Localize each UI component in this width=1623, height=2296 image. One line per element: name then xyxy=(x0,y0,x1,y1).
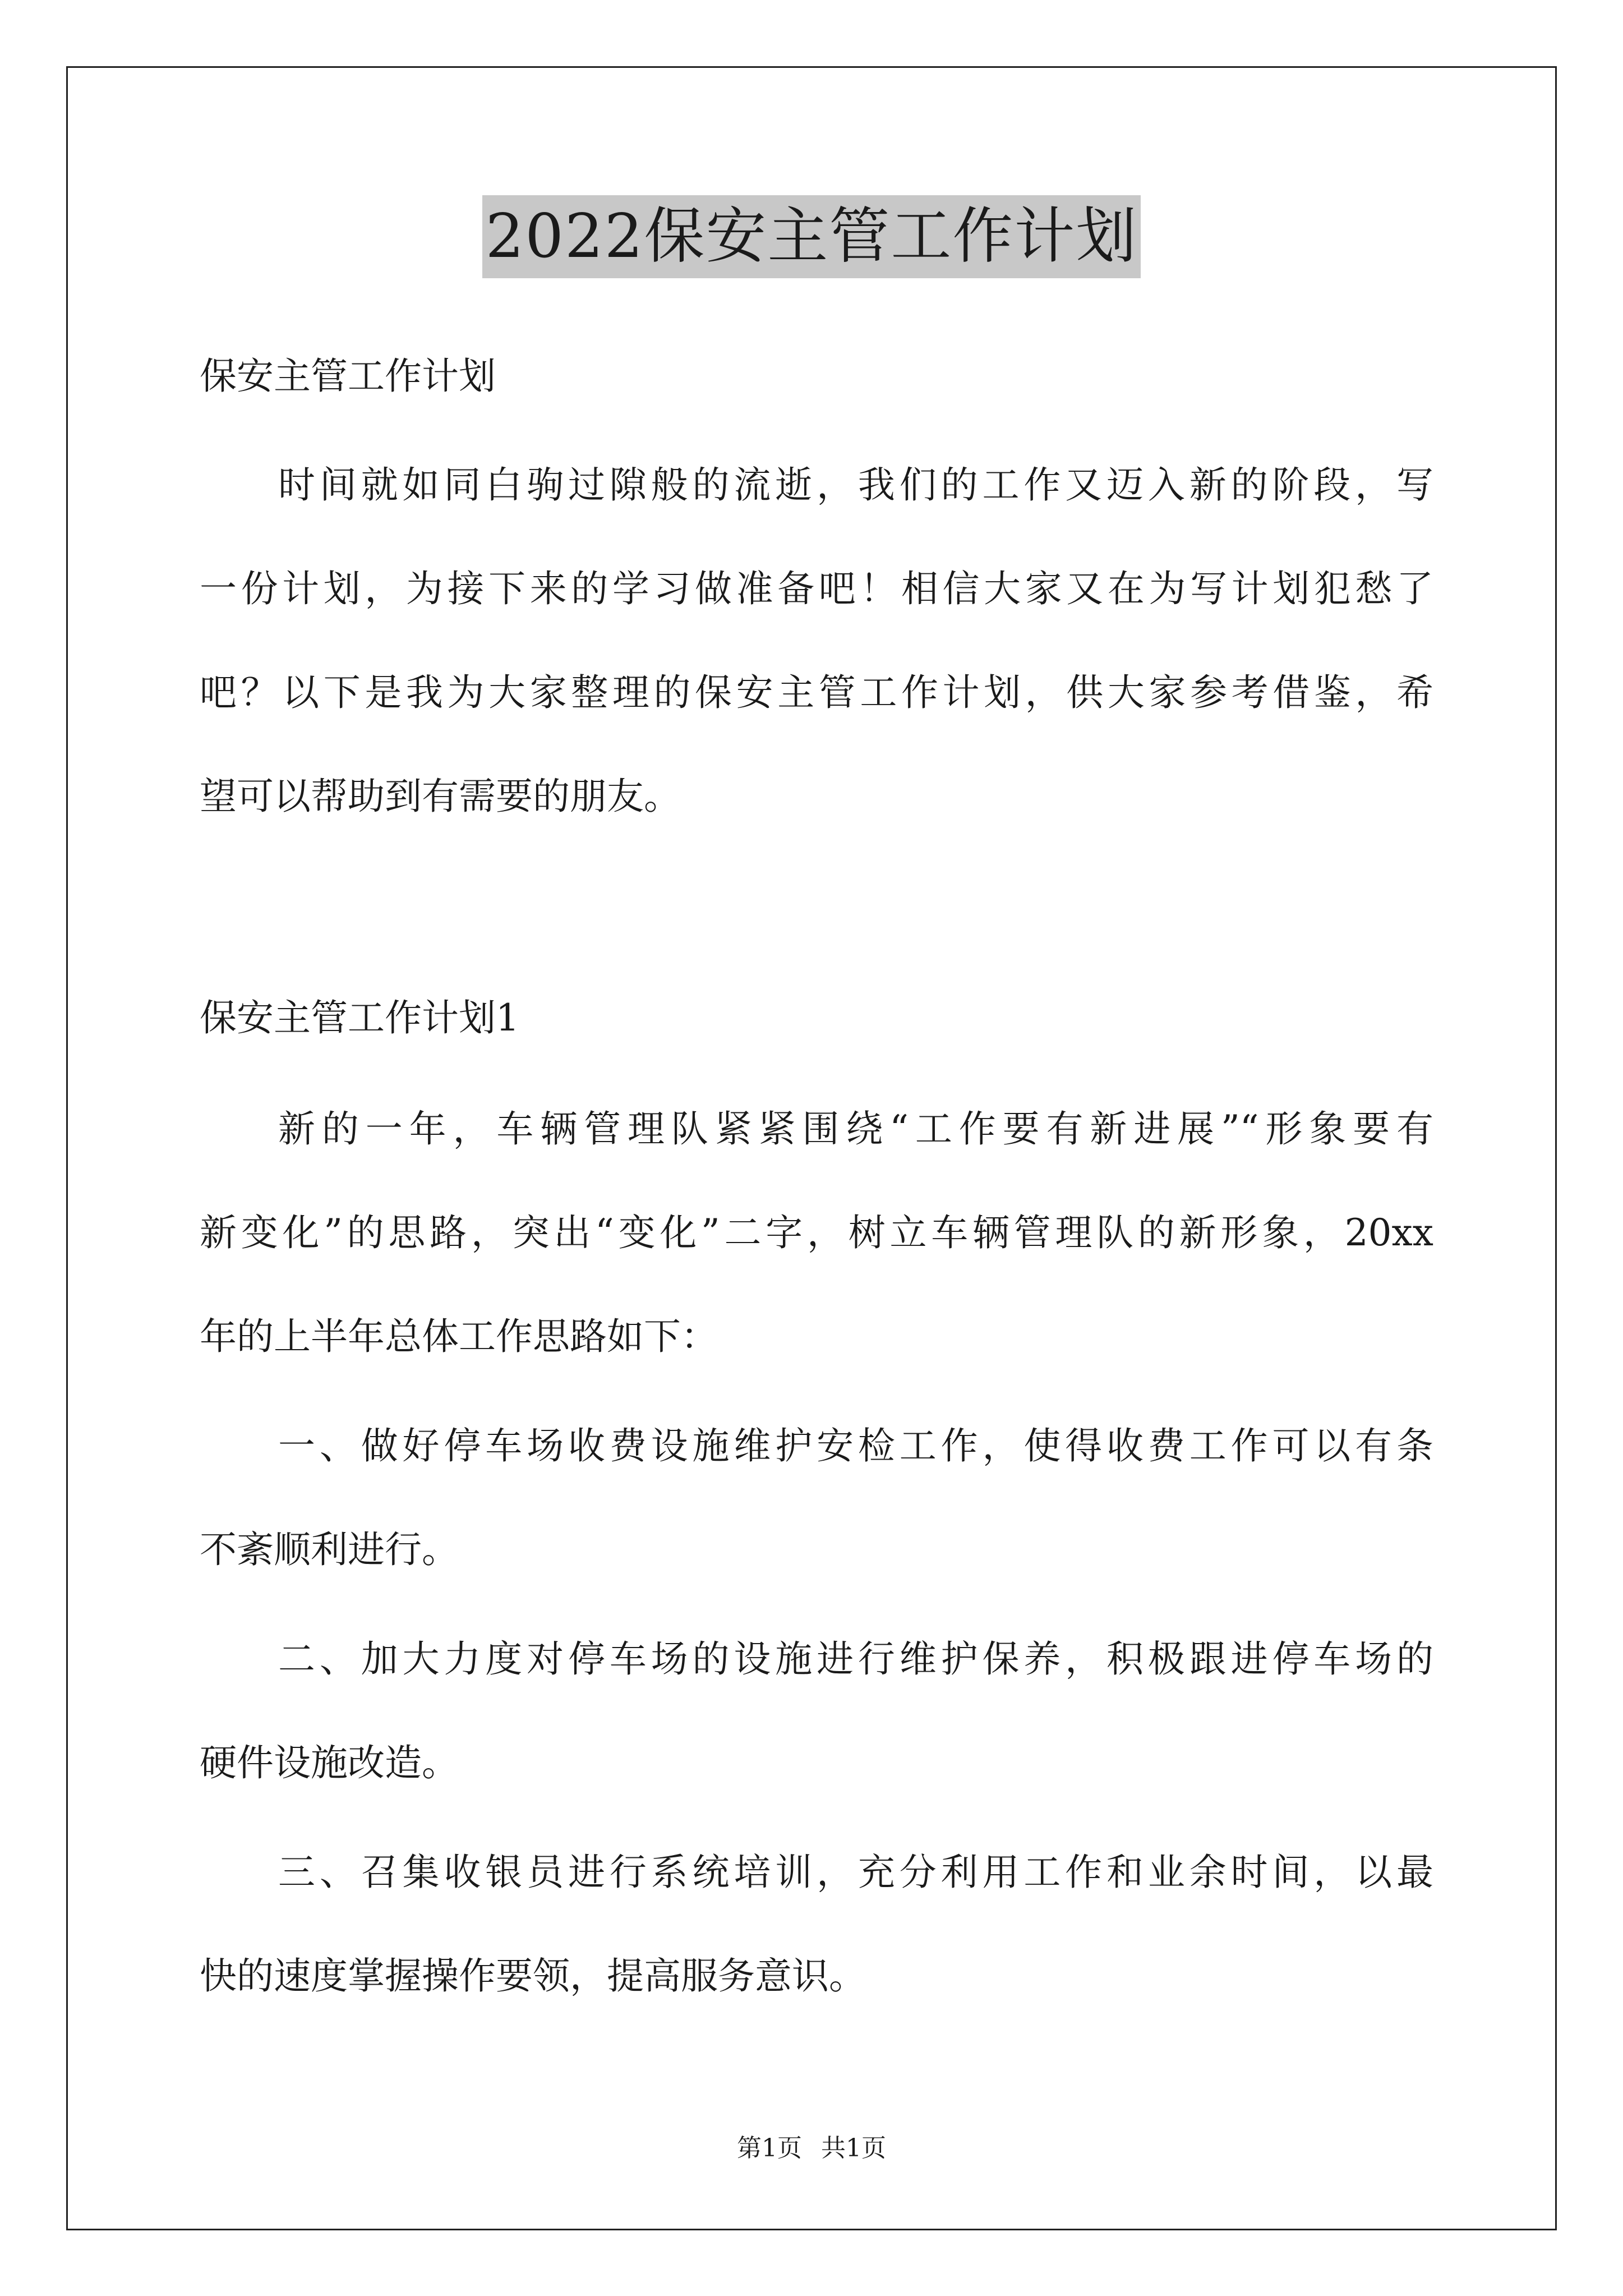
intro-line: 望可以帮助到有需要的朋友。 xyxy=(200,775,681,818)
section-line: 新变化”的思路，突出“变化”二字，树立车辆管理队的新形象，20xx xyxy=(200,1211,1433,1254)
intro-line: 吧？以下是我为大家整理的保安主管工作计划，供大家参考借鉴，希 xyxy=(200,671,1433,714)
intro-line: 时间就如同白驹过隙般的流逝，我们的工作又迈入新的阶段，写 xyxy=(278,463,1433,507)
document-title: 2022保安主管工作计划 xyxy=(482,195,1141,278)
section-line: 三、召集收银员进行系统培训，充分利用工作和业余时间，以最 xyxy=(278,1851,1433,1894)
section-line: 年的上半年总体工作思路如下： xyxy=(200,1315,718,1358)
section-line: 一、做好停车场收费设施维护安检工作，使得收费工作可以有条 xyxy=(278,1424,1433,1467)
section-line: 快的速度掌握操作要领，提高服务意识。 xyxy=(200,1954,866,1998)
section-line: 新的一年，车辆管理队紧紧围绕“工作要有新进展”“形象要有 xyxy=(278,1107,1433,1151)
section-line: 二、加大力度对停车场的设施进行维护保养，积极跟进停车场的 xyxy=(278,1637,1433,1681)
section-line: 不紊顺利进行。 xyxy=(200,1528,459,1571)
intro-line: 一份计划，为接下来的学习做准备吧！相信大家又在为写计划犯愁了 xyxy=(200,567,1433,610)
title-container xyxy=(0,195,1623,278)
section-line: 硬件设施改造。 xyxy=(200,1741,459,1784)
section-heading: 保安主管工作计划1 xyxy=(200,996,519,1039)
page-number-total: 共1页 xyxy=(821,2134,886,2162)
document-subtitle: 保安主管工作计划 xyxy=(200,355,496,398)
page-footer xyxy=(0,2132,1623,2165)
page-number-current: 第1页 xyxy=(737,2134,802,2162)
